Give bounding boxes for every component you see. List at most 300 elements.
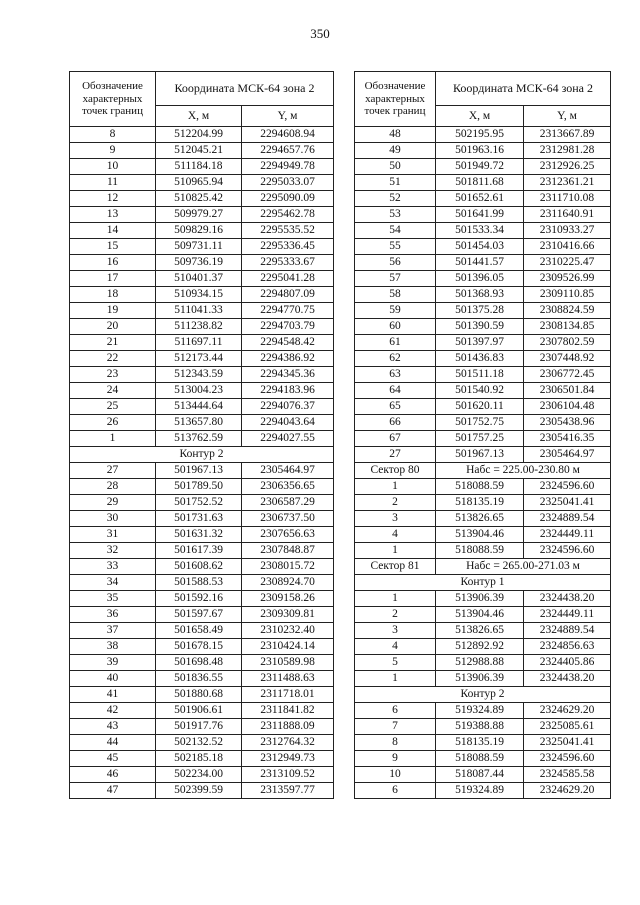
- table-row: [70, 735, 334, 751]
- coord-x: 519388.88: [436, 719, 524, 735]
- coord-y: 2309309.81: [242, 607, 334, 623]
- coord-x: 501880.68: [156, 687, 242, 703]
- coord-y: 2312949.73: [242, 751, 334, 767]
- table-row: [355, 543, 611, 559]
- coord-y: 2324596.60: [524, 543, 611, 559]
- point-number: 34: [70, 575, 156, 591]
- point-number: 62: [355, 351, 436, 367]
- table-row: [70, 335, 334, 351]
- coord-x: 501949.72: [436, 159, 524, 175]
- point-number: 38: [70, 639, 156, 655]
- point-number: 4: [355, 527, 436, 543]
- coord-x: 501811.68: [436, 175, 524, 191]
- coord-x: 513906.39: [436, 671, 524, 687]
- table-row: [355, 143, 611, 159]
- point-number: 5: [355, 655, 436, 671]
- table-row: [70, 143, 334, 159]
- coord-x: 501454.03: [436, 239, 524, 255]
- point-number: 63: [355, 367, 436, 383]
- point-number: 65: [355, 399, 436, 415]
- point-number: 8: [70, 127, 156, 143]
- point-number: 27: [355, 447, 436, 463]
- coord-y: 2305464.97: [524, 447, 611, 463]
- table-row: [70, 783, 334, 799]
- table-row: [70, 287, 334, 303]
- table-row: [70, 383, 334, 399]
- table-row: [70, 127, 334, 143]
- coord-y: 2324596.60: [524, 479, 611, 495]
- point-number: 27: [70, 463, 156, 479]
- table-row: [355, 447, 611, 463]
- contour-header-row: [70, 447, 334, 463]
- coord-y: 2311841.82: [242, 703, 334, 719]
- table-row: [355, 767, 611, 783]
- coord-x: 513004.23: [156, 383, 242, 399]
- point-number: 20: [70, 319, 156, 335]
- point-number: 14: [70, 223, 156, 239]
- point-number: 1: [355, 671, 436, 687]
- point-number: 7: [355, 719, 436, 735]
- table-row: [70, 431, 334, 447]
- coord-y: 2324449.11: [524, 607, 611, 623]
- table-row: [355, 223, 611, 239]
- coord-y: 2306356.65: [242, 479, 334, 495]
- coord-x: 513904.46: [436, 527, 524, 543]
- coord-x: 518088.59: [436, 751, 524, 767]
- coord-y: 2294949.78: [242, 159, 334, 175]
- coord-y: 2313667.89: [524, 127, 611, 143]
- coord-x: 501789.50: [156, 479, 242, 495]
- table-row: [355, 351, 611, 367]
- point-number: 13: [70, 207, 156, 223]
- table-row: [70, 223, 334, 239]
- table-row: [70, 159, 334, 175]
- coord-y: 2325041.41: [524, 735, 611, 751]
- table-row: [355, 287, 611, 303]
- coord-x: 501608.62: [156, 559, 242, 575]
- coord-x: 509979.27: [156, 207, 242, 223]
- point-number: 54: [355, 223, 436, 239]
- point-number: 12: [70, 191, 156, 207]
- point-number: 32: [70, 543, 156, 559]
- coord-y: 2310933.27: [524, 223, 611, 239]
- coord-y: 2312361.21: [524, 175, 611, 191]
- point-number: 8: [355, 735, 436, 751]
- point-number: 17: [70, 271, 156, 287]
- point-number: 23: [70, 367, 156, 383]
- coord-y: 2312764.32: [242, 735, 334, 751]
- coord-x: 513826.65: [436, 623, 524, 639]
- coord-y: 2324585.58: [524, 767, 611, 783]
- point-number: 51: [355, 175, 436, 191]
- coord-x: 501731.63: [156, 511, 242, 527]
- point-number: 36: [70, 607, 156, 623]
- point-number: 28: [70, 479, 156, 495]
- point-number: 10: [70, 159, 156, 175]
- table-row: [355, 639, 611, 655]
- coord-y: 2294345.36: [242, 367, 334, 383]
- point-number: 55: [355, 239, 436, 255]
- coord-x: 510401.37: [156, 271, 242, 287]
- point-number: 37: [70, 623, 156, 639]
- coordinates-table-right: [354, 71, 611, 799]
- table-row: [355, 175, 611, 191]
- point-number: 46: [70, 767, 156, 783]
- table-row: [355, 479, 611, 495]
- coord-y: 2294770.75: [242, 303, 334, 319]
- coord-y: 2324596.60: [524, 751, 611, 767]
- point-number: 1: [70, 431, 156, 447]
- point-number: 9: [355, 751, 436, 767]
- coord-x: 501752.52: [156, 495, 242, 511]
- contour-label: Контур 2: [355, 687, 611, 703]
- table-row: [70, 543, 334, 559]
- coord-x: 501592.16: [156, 591, 242, 607]
- table-row: [355, 703, 611, 719]
- point-number: 26: [70, 415, 156, 431]
- coord-x: 501757.25: [436, 431, 524, 447]
- table-row: [355, 783, 611, 799]
- table-row: [70, 495, 334, 511]
- point-number: 35: [70, 591, 156, 607]
- point-number: 3: [355, 623, 436, 639]
- coord-y: 2325085.61: [524, 719, 611, 735]
- coord-y: 2294608.94: [242, 127, 334, 143]
- coord-y: 2305464.97: [242, 463, 334, 479]
- table-row: [70, 767, 334, 783]
- coord-y: 2311888.09: [242, 719, 334, 735]
- coord-y: 2294807.09: [242, 287, 334, 303]
- coord-x: 501906.61: [156, 703, 242, 719]
- point-number: 33: [70, 559, 156, 575]
- coord-y: 2311640.91: [524, 207, 611, 223]
- sector-height-range: Набс = 225.00-230.80 м: [436, 463, 611, 479]
- table-row: [70, 511, 334, 527]
- table-row: [70, 607, 334, 623]
- point-number: 40: [70, 671, 156, 687]
- table-row: [355, 623, 611, 639]
- coord-x: 501631.32: [156, 527, 242, 543]
- coord-y: 2307848.87: [242, 543, 334, 559]
- table-row: [70, 255, 334, 271]
- point-number: 6: [355, 783, 436, 799]
- point-number: 9: [70, 143, 156, 159]
- point-number: 43: [70, 719, 156, 735]
- table-row: [355, 271, 611, 287]
- point-number: 3: [355, 511, 436, 527]
- table-row: [70, 751, 334, 767]
- coord-x: 518088.59: [436, 543, 524, 559]
- point-number: 1: [355, 591, 436, 607]
- coord-y: 2312981.28: [524, 143, 611, 159]
- point-number: 4: [355, 639, 436, 655]
- table-row: [355, 415, 611, 431]
- coord-y: 2294183.96: [242, 383, 334, 399]
- coord-y: 2313597.77: [242, 783, 334, 799]
- coord-x: 502132.52: [156, 735, 242, 751]
- coord-y: 2294076.37: [242, 399, 334, 415]
- table-row: [355, 207, 611, 223]
- coord-y: 2294548.42: [242, 335, 334, 351]
- coord-y: 2324889.54: [524, 511, 611, 527]
- point-number: 2: [355, 495, 436, 511]
- contour-header-row: [355, 575, 611, 591]
- table-row: [355, 511, 611, 527]
- table-row: [70, 207, 334, 223]
- coord-x: 501658.49: [156, 623, 242, 639]
- table-row: [70, 639, 334, 655]
- table-row: [70, 575, 334, 591]
- coord-y: 2313109.52: [242, 767, 334, 783]
- coord-y: 2324629.20: [524, 783, 611, 799]
- coord-x: 501967.13: [436, 447, 524, 463]
- table-row: [70, 271, 334, 287]
- table-body-right: [355, 127, 611, 799]
- table-row: [355, 719, 611, 735]
- table-row: [70, 367, 334, 383]
- coord-y: 2294703.79: [242, 319, 334, 335]
- coord-y: 2325041.41: [524, 495, 611, 511]
- coord-y: 2295090.09: [242, 191, 334, 207]
- coord-x: 501836.55: [156, 671, 242, 687]
- coord-y: 2305438.96: [524, 415, 611, 431]
- coord-y: 2324405.86: [524, 655, 611, 671]
- table-row: [355, 319, 611, 335]
- coord-x: 519324.89: [436, 703, 524, 719]
- coord-x: 501511.18: [436, 367, 524, 383]
- coord-y: 2324449.11: [524, 527, 611, 543]
- coord-y: 2306104.48: [524, 399, 611, 415]
- coord-x: 501597.67: [156, 607, 242, 623]
- coord-x: 513444.64: [156, 399, 242, 415]
- coord-x: 509829.16: [156, 223, 242, 239]
- coord-y: 2295462.78: [242, 207, 334, 223]
- header-designation: Обозначение характерных точек границ: [355, 72, 436, 127]
- coord-x: 501390.59: [436, 319, 524, 335]
- coord-x: 501396.05: [436, 271, 524, 287]
- coord-y: 2305416.35: [524, 431, 611, 447]
- coord-y: 2311488.63: [242, 671, 334, 687]
- point-number: 1: [355, 543, 436, 559]
- coord-y: 2308824.59: [524, 303, 611, 319]
- point-number: 6: [355, 703, 436, 719]
- table-row: [70, 479, 334, 495]
- sector-header-row: [355, 463, 611, 479]
- coord-x: 501436.83: [436, 351, 524, 367]
- table-row: [355, 495, 611, 511]
- coord-x: 511238.82: [156, 319, 242, 335]
- table-row: [70, 303, 334, 319]
- point-number: 15: [70, 239, 156, 255]
- point-number: 56: [355, 255, 436, 271]
- coord-y: 2295333.67: [242, 255, 334, 271]
- coord-x: 511697.11: [156, 335, 242, 351]
- page-number: 350: [310, 26, 330, 41]
- point-number: 16: [70, 255, 156, 271]
- coord-x: 511184.18: [156, 159, 242, 175]
- coord-x: 513906.39: [436, 591, 524, 607]
- coord-y: 2324438.20: [524, 591, 611, 607]
- coord-x: 501375.28: [436, 303, 524, 319]
- table-row: [355, 527, 611, 543]
- coord-x: 501967.13: [156, 463, 242, 479]
- point-number: 42: [70, 703, 156, 719]
- table-row: [355, 367, 611, 383]
- point-number: 59: [355, 303, 436, 319]
- coord-y: 2324629.20: [524, 703, 611, 719]
- point-number: 2: [355, 607, 436, 623]
- coord-y: 2311710.08: [524, 191, 611, 207]
- point-number: 41: [70, 687, 156, 703]
- coord-y: 2312926.25: [524, 159, 611, 175]
- coord-y: 2295535.52: [242, 223, 334, 239]
- coord-y: 2310424.14: [242, 639, 334, 655]
- point-number: 64: [355, 383, 436, 399]
- table-row: [70, 463, 334, 479]
- coord-x: 501652.61: [436, 191, 524, 207]
- point-number: 11: [70, 175, 156, 191]
- coord-y: 2306737.50: [242, 511, 334, 527]
- coord-y: 2294386.92: [242, 351, 334, 367]
- coord-x: 513762.59: [156, 431, 242, 447]
- header-x: Х, м: [436, 106, 524, 127]
- table-row: [355, 735, 611, 751]
- coord-x: 501641.99: [436, 207, 524, 223]
- coord-x: 510825.42: [156, 191, 242, 207]
- coord-y: 2294027.55: [242, 431, 334, 447]
- coord-y: 2294043.64: [242, 415, 334, 431]
- coord-x: 501533.34: [436, 223, 524, 239]
- table-row: [355, 383, 611, 399]
- coord-x: 501752.75: [436, 415, 524, 431]
- point-number: 10: [355, 767, 436, 783]
- header-y: Y, м: [524, 106, 611, 127]
- table-row: [70, 655, 334, 671]
- point-number: 53: [355, 207, 436, 223]
- point-number: 50: [355, 159, 436, 175]
- table-row: [355, 239, 611, 255]
- coord-x: 518135.19: [436, 735, 524, 751]
- table-row: [355, 159, 611, 175]
- table-row: [70, 559, 334, 575]
- point-number: 48: [355, 127, 436, 143]
- coord-x: 501588.53: [156, 575, 242, 591]
- point-number: 49: [355, 143, 436, 159]
- coord-y: 2308924.70: [242, 575, 334, 591]
- coord-y: 2324889.54: [524, 623, 611, 639]
- coord-y: 2310416.66: [524, 239, 611, 255]
- sector-height-range: Набс = 265.00-271.03 м: [436, 559, 611, 575]
- header-zone: Координата МСК-64 зона 2: [436, 72, 611, 106]
- table-row: [70, 591, 334, 607]
- coord-y: 2294657.76: [242, 143, 334, 159]
- table-row: [355, 671, 611, 687]
- coord-x: 513826.65: [436, 511, 524, 527]
- table-row: [70, 175, 334, 191]
- point-number: 57: [355, 271, 436, 287]
- coord-x: 501540.92: [436, 383, 524, 399]
- coord-x: 509731.11: [156, 239, 242, 255]
- point-number: 24: [70, 383, 156, 399]
- table-row: [355, 431, 611, 447]
- contour-label: Контур 1: [355, 575, 611, 591]
- coord-y: 2307802.59: [524, 335, 611, 351]
- coord-x: 502399.59: [156, 783, 242, 799]
- point-number: 30: [70, 511, 156, 527]
- point-number: 25: [70, 399, 156, 415]
- contour-header-row: [355, 687, 611, 703]
- coord-x: 502185.18: [156, 751, 242, 767]
- coord-x: 501617.39: [156, 543, 242, 559]
- table-row: [70, 719, 334, 735]
- coord-y: 2310589.98: [242, 655, 334, 671]
- point-number: 1: [355, 479, 436, 495]
- table-body-left: [70, 127, 334, 799]
- coord-y: 2310225.47: [524, 255, 611, 271]
- table-row: [355, 607, 611, 623]
- coord-x: 501368.93: [436, 287, 524, 303]
- point-number: 18: [70, 287, 156, 303]
- table-row: [355, 655, 611, 671]
- coord-y: 2306772.45: [524, 367, 611, 383]
- table-row: [70, 191, 334, 207]
- table-row: [355, 751, 611, 767]
- coord-x: 519324.89: [436, 783, 524, 799]
- coord-x: 512045.21: [156, 143, 242, 159]
- coord-x: 512173.44: [156, 351, 242, 367]
- coordinates-table-left: [69, 71, 334, 799]
- table-row: [355, 399, 611, 415]
- coord-y: 2307656.63: [242, 527, 334, 543]
- table-row: [70, 399, 334, 415]
- table-row: [70, 703, 334, 719]
- table-row: [70, 239, 334, 255]
- coord-y: 2295336.45: [242, 239, 334, 255]
- coord-x: 511041.33: [156, 303, 242, 319]
- coord-y: 2309158.26: [242, 591, 334, 607]
- coord-x: 512988.88: [436, 655, 524, 671]
- coord-x: 501678.15: [156, 639, 242, 655]
- table-row: [355, 591, 611, 607]
- table-row: [70, 319, 334, 335]
- coord-x: 502234.00: [156, 767, 242, 783]
- point-number: 47: [70, 783, 156, 799]
- table-row: [355, 127, 611, 143]
- coord-x: 512204.99: [156, 127, 242, 143]
- point-number: 60: [355, 319, 436, 335]
- coord-x: 501698.48: [156, 655, 242, 671]
- coord-x: 513904.46: [436, 607, 524, 623]
- point-number: 22: [70, 351, 156, 367]
- coord-y: 2310232.40: [242, 623, 334, 639]
- header-y: Y, м: [242, 106, 334, 127]
- coord-y: 2324856.63: [524, 639, 611, 655]
- table-row: [355, 191, 611, 207]
- coord-x: 501620.11: [436, 399, 524, 415]
- coord-x: 510934.15: [156, 287, 242, 303]
- coord-x: 501441.57: [436, 255, 524, 271]
- coord-y: 2311718.01: [242, 687, 334, 703]
- point-number: 67: [355, 431, 436, 447]
- point-number: 44: [70, 735, 156, 751]
- coord-x: 501397.97: [436, 335, 524, 351]
- point-number: 52: [355, 191, 436, 207]
- table-row: [70, 527, 334, 543]
- table-row: [70, 687, 334, 703]
- table-row: [70, 351, 334, 367]
- coord-y: 2295041.28: [242, 271, 334, 287]
- coord-y: 2309526.99: [524, 271, 611, 287]
